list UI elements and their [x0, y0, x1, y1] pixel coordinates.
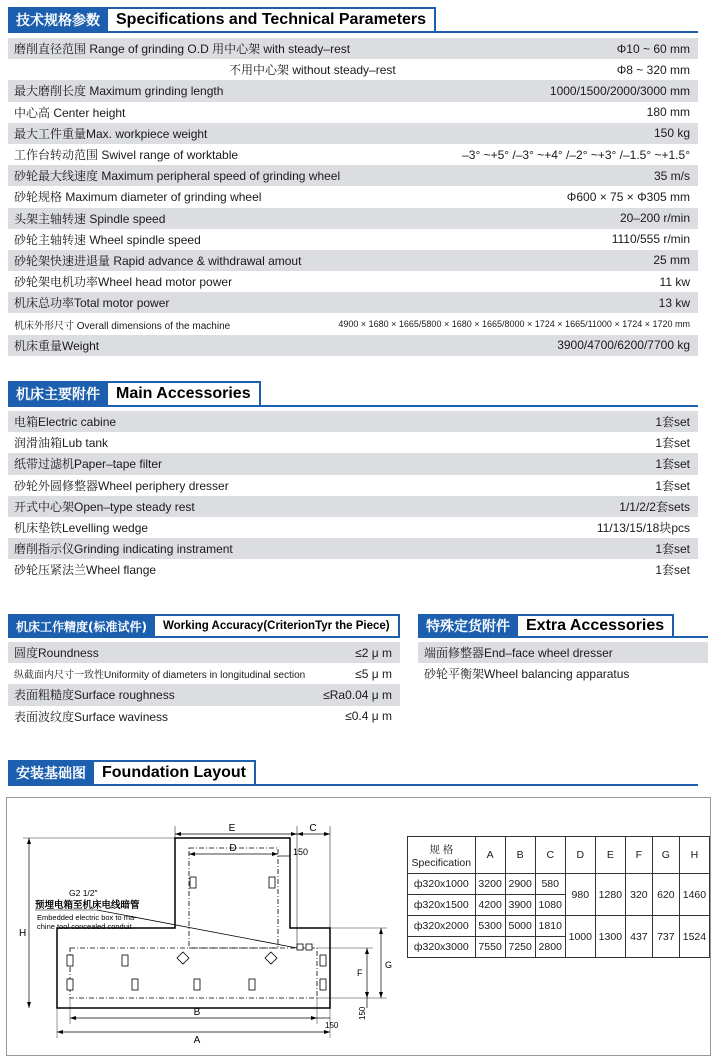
spec-header-cn: 规 格	[429, 843, 454, 856]
spec-row: 砂轮架电机功率Wheel head motor power 11 kw	[14, 274, 690, 290]
accessories-title-en: Main Accessories	[108, 381, 261, 407]
accessory-row: 机床垫铁Levelling wedge 11/13/15/18块pcs	[14, 521, 690, 536]
table-row	[408, 916, 710, 937]
cell-a: 5300	[475, 916, 505, 937]
cell-c: 580	[535, 874, 565, 895]
spec-row: 砂轮架快速进退量 Rapid advance & withdrawal amout 25 mm	[8, 250, 698, 271]
extra-header-rule	[418, 636, 708, 638]
col-header: F	[625, 837, 652, 874]
accessories-header-rule	[8, 405, 698, 407]
spec-title-cn: 技术规格参数	[8, 7, 108, 33]
spec-header-en: Specification	[411, 856, 472, 869]
dim-label-g: G	[385, 960, 393, 970]
cell-a: 4200	[475, 895, 505, 916]
foundation-drawing	[7, 798, 402, 1055]
extra-row: 端面修整器End–face wheel dresser	[418, 642, 708, 663]
anchor-hole	[194, 979, 200, 990]
cell-c: 1080	[535, 895, 565, 916]
extra-table	[418, 642, 708, 684]
col-header: H	[679, 837, 709, 874]
spec-cell: ф320x3000	[408, 937, 476, 958]
spec-table	[8, 38, 698, 356]
accuracy-table	[8, 642, 400, 727]
dim-label-e: E	[228, 823, 236, 834]
cell-f: 437	[625, 916, 652, 958]
cell-b: 7250	[505, 937, 535, 958]
accessories-header	[8, 381, 261, 407]
dim-label-b: B	[193, 1007, 201, 1018]
cell-h: 1524	[679, 916, 709, 958]
level-diamond	[177, 952, 189, 964]
spec-cell: ф320x1500	[408, 895, 476, 916]
spec-row: 磨削直径范围 Range of grinding O.D 用中心架 with steady–rest Φ10 ~ 60 mm	[8, 38, 698, 59]
dim-label-a: A	[193, 1035, 201, 1046]
spec-row: 机床外形尺寸 Overall dimensions of the machine 4900 × 1680 × 1665/5800 × 1680 × 1665/8000 × 1724 × 1665/11000 × 1724 × 1720 mm	[14, 319, 690, 332]
extra-header	[418, 614, 674, 638]
cell-b: 5000	[505, 916, 535, 937]
dim-label-150-bottom: 150	[325, 1021, 339, 1030]
spec-header	[8, 7, 436, 33]
spec-row: 砂轮最大线速度 Maximum peripheral speed of grinding wheel 35 m/s	[8, 165, 698, 186]
drawing-conduit-en-1: Embedded electric box to ma-	[37, 913, 137, 922]
cell-g: 620	[652, 874, 679, 916]
accuracy-header-rule	[8, 636, 400, 638]
cell-g: 737	[652, 916, 679, 958]
anchor-hole	[190, 877, 196, 888]
accessory-row: 砂轮外圆修整器Wheel periphery dresser 1套set	[14, 478, 690, 493]
col-header: D	[565, 837, 595, 874]
cell-e: 1280	[595, 874, 625, 916]
anchor-hole	[320, 955, 326, 966]
dim-label-h: H	[19, 928, 27, 939]
accuracy-title-cn: 机床工作精度(标准试件)	[8, 614, 155, 638]
dim-label-d: D	[229, 843, 237, 854]
dim-label-f: F	[357, 968, 363, 978]
cell-d: 980	[565, 874, 595, 916]
level-diamond	[265, 952, 277, 964]
inner-pad-upper	[189, 848, 278, 948]
accessory-row: 砂轮压紧法兰Wheel flange 1套set	[14, 563, 690, 578]
cell-e: 1300	[595, 916, 625, 958]
col-header: B	[505, 837, 535, 874]
extra-title-cn: 特殊定货附件	[418, 614, 518, 638]
cell-f: 320	[625, 874, 652, 916]
col-header: G	[652, 837, 679, 874]
spec-title-en: Specifications and Technical Parameters	[108, 7, 436, 33]
cell-c: 2800	[535, 937, 565, 958]
drawing-conduit-en-2: chine tool concealed conduit	[37, 922, 132, 931]
accuracy-header	[8, 614, 400, 638]
foundation-title-en: Foundation Layout	[94, 760, 256, 786]
dim-label-150-side: 150	[358, 1006, 367, 1020]
accessory-row: 纸带过滤机Paper–tape filter 1套set	[8, 453, 698, 474]
anchor-hole	[269, 877, 275, 888]
anchor-hole	[132, 979, 138, 990]
foundation-drawing-panel	[6, 797, 711, 1056]
accuracy-row: 表面波纹度Surface waviness ≤0.4 μ m	[14, 709, 392, 724]
dim-label-c: C	[309, 823, 317, 834]
accessory-row: 电箱Electric cabine 1套set	[8, 411, 698, 432]
accuracy-row: 纵截面内尺寸一致性Uniformity of diameters in longitudinal section ≤5 μ m	[14, 666, 392, 682]
electric-box	[306, 944, 312, 950]
accuracy-row: 圆度Roundness ≤2 μ m	[8, 642, 400, 663]
spec-row: 砂轮规格 Maximum diameter of grinding wheel Φ600 × 75 × Φ305 mm	[14, 189, 690, 205]
spec-row: 机床重量Weight 3900/4700/6200/7700 kg	[8, 335, 698, 356]
spec-row: 砂轮主轴转速 Wheel spindle speed 1110/555 r/min	[14, 232, 690, 247]
cell-a: 7550	[475, 937, 505, 958]
accessories-title-cn: 机床主要附件	[8, 381, 108, 407]
cell-b: 2900	[505, 874, 535, 895]
spec-row: 工作台转动范围 Swivel range of worktable –3° ~+5° /–3° ~+4° /–2° ~+3° /–1.5° ~+1.5°	[14, 147, 690, 163]
extra-title-en: Extra Accessories	[518, 614, 674, 638]
spec-row: 最大工件重量Max. workpiece weight 150 kg	[8, 123, 698, 144]
spec-header-rule	[8, 31, 698, 33]
cell-c: 1810	[535, 916, 565, 937]
cell-h: 1460	[679, 874, 709, 916]
dimension-table-header	[408, 837, 710, 874]
accessory-row: 磨削指示仪Grinding indicating instrament 1套set	[8, 538, 698, 559]
spec-cell: ф320x1000	[408, 874, 476, 895]
spec-row: 头架主轴转速 Spindle speed 20–200 r/min	[8, 208, 698, 229]
accuracy-row: 表面粗糙度Surface roughness ≤Ra0.04 μ m	[8, 684, 400, 705]
anchor-hole	[67, 979, 73, 990]
accessories-table	[8, 411, 698, 581]
anchor-hole	[67, 955, 73, 966]
accessory-row: 开式中心架Open–type steady rest 1/1/2/2套sets	[8, 496, 698, 517]
dim-label-150-top: 150	[293, 847, 309, 857]
cell-b: 3900	[505, 895, 535, 916]
foundation-header	[8, 760, 256, 786]
spec-row: 机床总功率Total motor power 13 kw	[8, 292, 698, 313]
spec-cell: ф320x2000	[408, 916, 476, 937]
table-row	[408, 874, 710, 895]
extra-row: 砂轮平衡架Wheel balancing apparatus	[424, 667, 630, 682]
electric-box	[297, 944, 303, 950]
dimension-table	[407, 836, 710, 958]
accuracy-title-en: Working Accuracy(CriterionTyr the Piece)	[155, 614, 400, 638]
inner-pad-lower	[70, 948, 317, 998]
anchor-hole	[249, 979, 255, 990]
spec-row: 不用中心架 without steady–rest Φ8 ~ 320 mm	[229, 62, 690, 78]
cell-a: 3200	[475, 874, 505, 895]
spec-header-cell	[408, 837, 476, 874]
cell-d: 1000	[565, 916, 595, 958]
accessory-row: 润滑油箱Lub tank 1套set	[14, 436, 690, 451]
drawing-conduit-cn: 预埋电箱至机床电线暗管	[35, 900, 140, 911]
anchor-hole	[320, 979, 326, 990]
col-header: E	[595, 837, 625, 874]
foundation-title-cn: 安装基础图	[8, 760, 94, 786]
spec-row: 中心高 Center height 180 mm	[14, 105, 690, 120]
spec-row: 最大磨削长度 Maximum grinding length 1000/1500/2000/3000 mm	[8, 80, 698, 101]
col-header: C	[535, 837, 565, 874]
drawing-g2-label: G2 1/2"	[69, 888, 98, 898]
foundation-header-rule	[8, 784, 698, 786]
anchor-hole	[122, 955, 128, 966]
col-header: A	[475, 837, 505, 874]
